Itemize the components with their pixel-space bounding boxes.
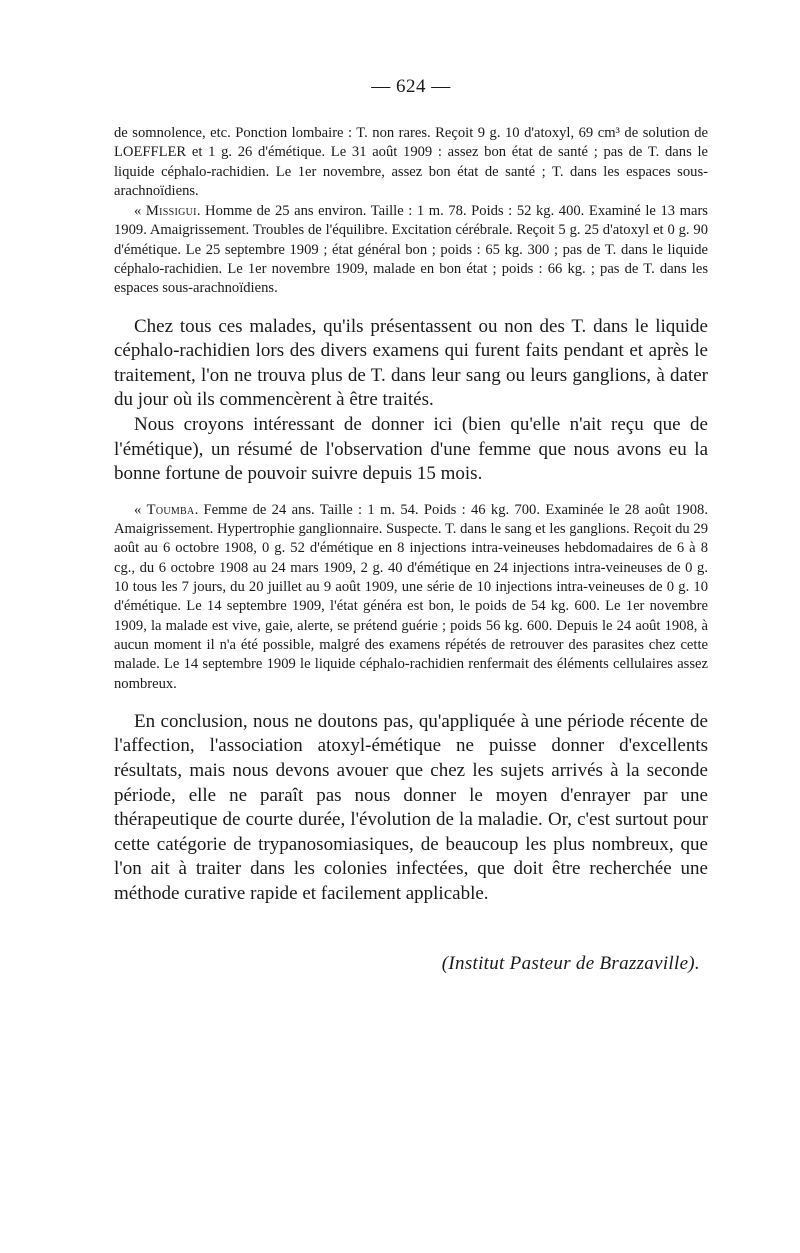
document-page bbox=[114, 76, 708, 975]
case-missigui bbox=[114, 202, 708, 298]
case-continuation: de somnolence, etc. Ponction lombaire : T. non rares. Reçoit 9 g. 10 d'atoxyl, 69 cm³ de solution de LOEFFLER et 1 g. 26 d'émétique. Le 31 août 1909 : assez bon état de santé ; pas de T. dans le liquide céphalo-rachidien. Le 1er novembre, assez bon état de santé ; T. dans les espaces sous-arachnoïdiens. bbox=[114, 125, 708, 199]
paragraph-observations: Chez tous ces malades, qu'ils présentassent ou non des T. dans le liquide céphalo-rachidien lors des divers examens qui furent faits pendant et après le traitement, l'on ne trouva plus de T. dans leur sang ou leurs ganglions, à dater du jour où ils commencèrent à être traités. bbox=[114, 315, 708, 411]
paragraph-introduction: Nous croyons intéressant de donner ici (bien qu'elle n'ait reçu que de l'émétique), un résumé de l'observation d'une femme que nous avons eu la bonne fortune de pouvoir suivre depuis 15 mois. bbox=[114, 414, 708, 485]
case-missigui-name: Missigui bbox=[145, 203, 197, 220]
page-number: — 624 — bbox=[371, 76, 451, 97]
case-toumba-text: . Femme de 24 ans. Taille : 1 m. 54. Poids : 46 kg. 700. Examinée le 28 août 1908. Amaigrissement. Hypertrophie ganglionnaire. Suspecte. T. dans le sang et les ganglions. Reçoit du 29 août au 6 octobre 1908, 0 g. 52 d'émétique en 8 injections intra-veineuses hebdomadaires de 6 à 8 cg., du 6 octobre 1908 au 24 mars 1909, 2 g. 40 d'émétique en 24 injections intra-veineuses de 0 g. 10 tous les 7 jours, du 20 juillet au 9 août 1909, une série de 10 injections intra-veineuses de 0 g. 10 d'émétique. Le 14 septembre 1909, l'état généra est bon, le poids de 54 kg. 600. Le 1er novembre 1909, la malade est vive, gaie, alerte, se prétend guérie ; poids 56 kg. 600. Depuis le 24 août 1908, à aucun moment il n'a été possible, malgré des examens répétés de retrouver des parasites chez cette malade. Le 14 septembre 1909 le liquide céphalo-rachidien renfermait des éléments cellulaires assez nombreux. bbox=[114, 501, 708, 692]
case-toumba-open: « bbox=[134, 501, 147, 518]
case-toumba-name: Toumba bbox=[146, 501, 195, 518]
case-toumba bbox=[114, 501, 708, 694]
paragraph-conclusion: En conclusion, nous ne doutons pas, qu'appliquée à une période récente de l'affection, l'association atoxyl-émétique ne puisse donner d'excellents résultats, mais nous devons avouer que chez les sujets arrivés à la seconde période, elle ne paraît pas nous donner le moyen d'enrayer par une thérapeutique de courte durée, l'évolution de la maladie. Or, c'est surtout pour cette catégorie de trypanosomiasiques, de beaucoup les plus nombreux, que l'on ait à traiter dans les colonies infectées, que doit être recherchée une méthode curative rapide et facilement applicable. bbox=[114, 710, 708, 904]
case-missigui-open: « bbox=[134, 203, 146, 220]
institution-signature: (Institut Pasteur de Brazzaville). bbox=[441, 952, 700, 974]
case-missigui-text: . Homme de 25 ans environ. Taille : 1 m. 78. Poids : 52 kg. 400. Examiné le 13 mars 1909. Amaigrissement. Troubles de l'équilibre. Excitation cérébrale. Reçoit 5 g. 25 d'atoxyl et 0 g. 90 d'émétique. Le 25 septembre 1909 ; état général bon ; poids : 65 kg. 300 ; pas de T. dans le liquide céphalo-rachidien. Le 1er novembre 1909, malade en bon état ; poids : 66 kg. ; pas de T. dans les espaces sous-arachnoïdiens. bbox=[114, 203, 708, 297]
